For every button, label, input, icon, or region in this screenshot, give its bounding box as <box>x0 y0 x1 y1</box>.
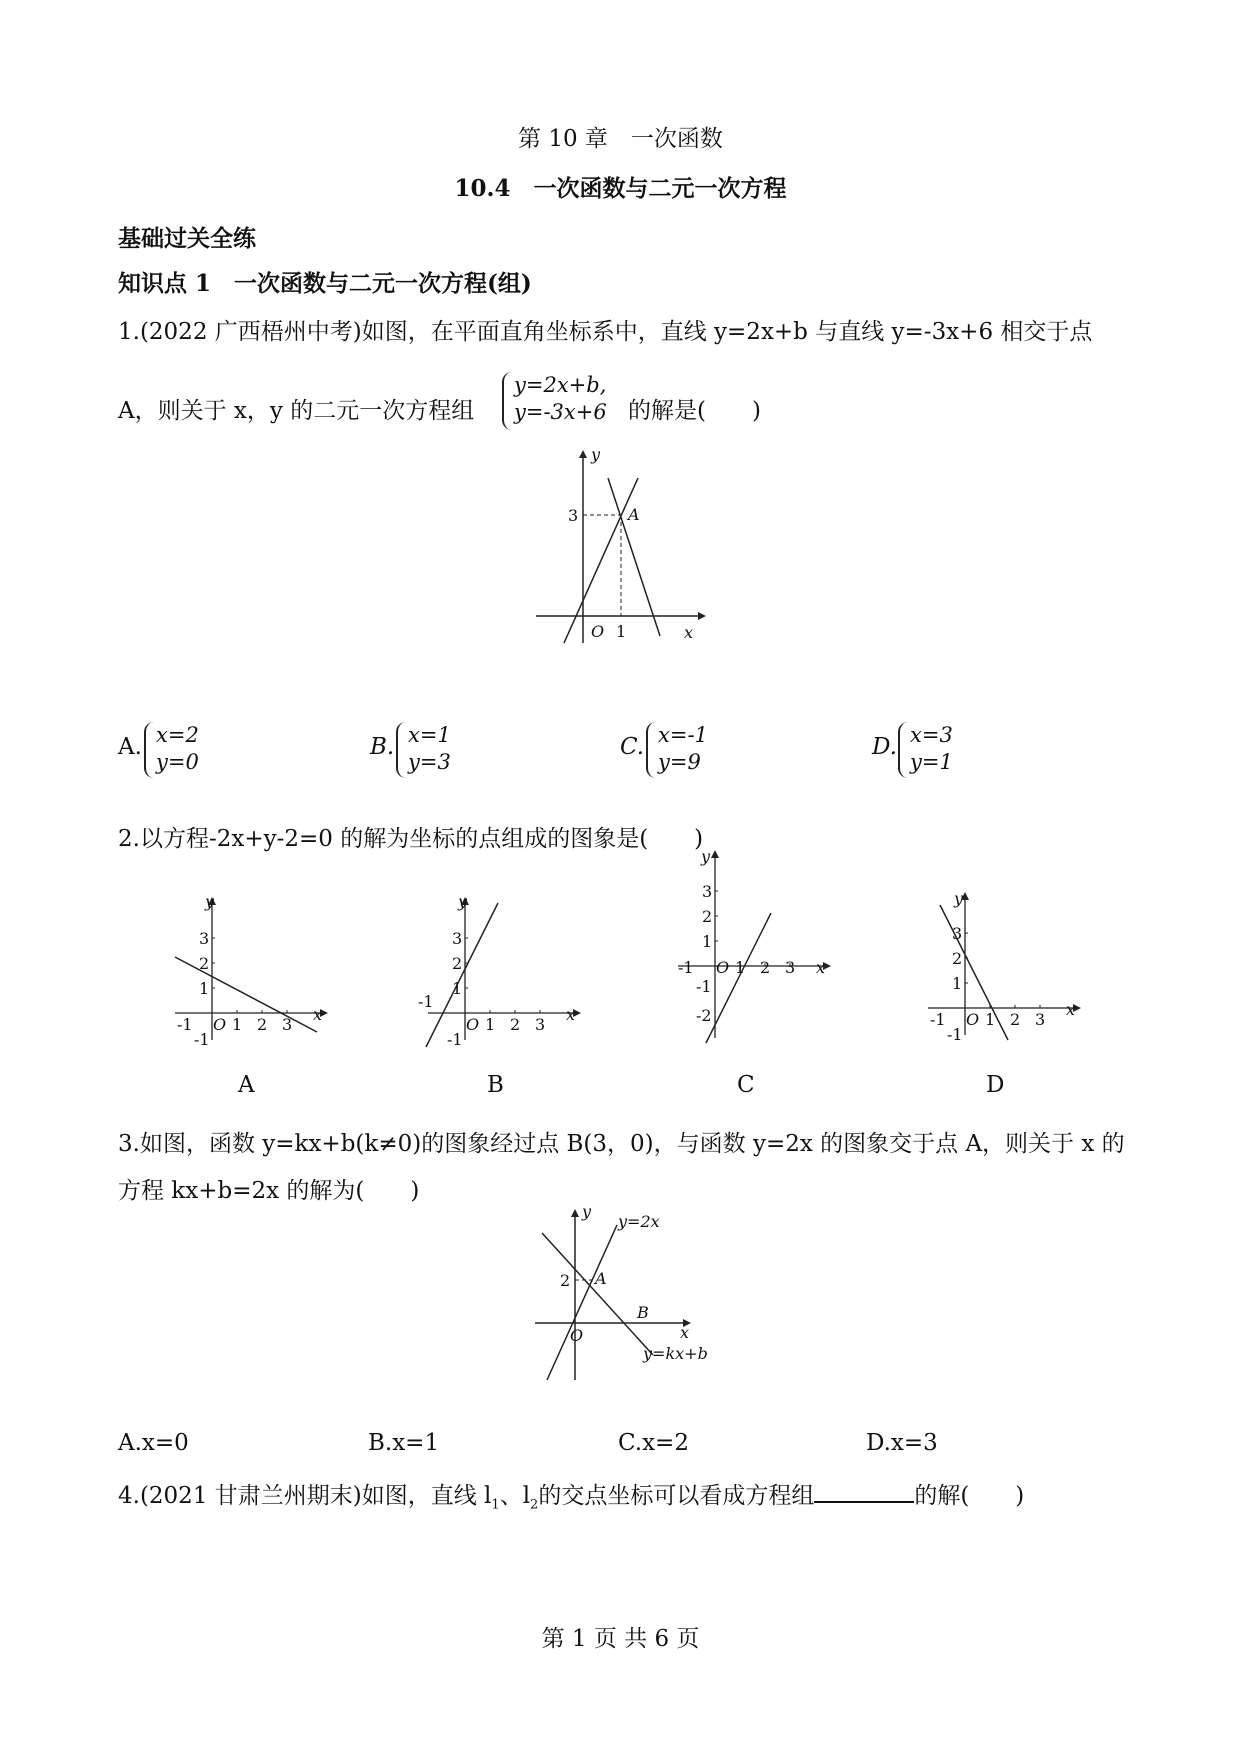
q1-label-origin: O <box>591 622 605 641</box>
q2b-label-xneg1: -1 <box>418 992 434 1011</box>
q2d-label-y: y <box>954 889 964 908</box>
q2a-label-y2: 2 <box>199 954 210 973</box>
q1-option-a-x: x=2 <box>156 723 199 747</box>
q2c-label-yneg2: -2 <box>696 1006 712 1025</box>
q4-text-c: 的交点坐标可以看成方程组 <box>538 1483 815 1509</box>
q3-label-y: y <box>582 1202 592 1221</box>
q2c-line <box>706 913 771 1043</box>
q2a-label-y3: 3 <box>199 929 210 948</box>
q3-figure <box>535 1202 755 1395</box>
q1-option-a-values <box>156 722 199 776</box>
q2d-label-y2: 2 <box>952 949 963 968</box>
q2-graph-c <box>668 848 838 1048</box>
q2-label-b[interactable]: B <box>487 1072 504 1098</box>
q2b-label-x3: 3 <box>535 1015 546 1034</box>
q1-label-three: 3 <box>568 506 579 525</box>
q2c-label-y2: 2 <box>702 907 713 926</box>
q2d-label-x2: 2 <box>1010 1010 1021 1029</box>
q2-label-a[interactable]: A <box>238 1072 255 1098</box>
q3-line-2x <box>547 1225 617 1380</box>
q2-graph-b <box>418 892 588 1055</box>
q1-system-eq1: y=2x+b, <box>514 373 607 397</box>
q1-y-arrow <box>579 450 587 458</box>
q2d-label-xneg1: -1 <box>930 1010 946 1029</box>
q2d-label-x3: 3 <box>1035 1010 1046 1029</box>
q1-system-brace <box>502 372 512 430</box>
q2a-label-yneg1: -1 <box>194 1030 210 1049</box>
q2b-label-x2: 2 <box>510 1015 521 1034</box>
q1-text-line1: 1.(2022 广西梧州中考)如图，在平面直角坐标系中，直线 y=2x+b 与直线 y=-3x+6 相交于点 <box>118 319 1093 345</box>
q2b-label-yneg1: -1 <box>447 1030 463 1049</box>
q4-text <box>118 1477 1024 1513</box>
section-title: 10.4 一次函数与二元一次方程 <box>454 175 787 202</box>
q1-option-b-x: x=1 <box>408 723 451 747</box>
q1-option-a-label: A. <box>118 734 142 760</box>
q2a-label-x: x <box>313 1005 323 1024</box>
q4-text-d: 的解( ) <box>914 1483 1025 1509</box>
q3-label-two: 2 <box>560 1271 571 1290</box>
q1-option-d-label: D. <box>872 734 897 760</box>
q1-option-a-y: y=0 <box>156 750 199 774</box>
q3-option-b[interactable]: B.x=1 <box>368 1430 440 1456</box>
q1-line-2x-plus-b <box>564 478 638 643</box>
q2b-label-x: x <box>566 1005 576 1024</box>
q3-label-line-kxb: y=kx+b <box>643 1344 708 1363</box>
q2-label-d[interactable]: D <box>986 1072 1005 1098</box>
q1-x-arrow <box>698 612 706 620</box>
q2d-label-x1: 1 <box>985 1010 996 1029</box>
q3-text-line2: 方程 kx+b=2x 的解为( ) <box>118 1178 420 1204</box>
q2c-label-x3: 3 <box>785 958 796 977</box>
q4-sub-1: 1 <box>491 1497 500 1513</box>
q1-system <box>514 372 607 426</box>
q2c-label-xneg1: -1 <box>678 958 694 977</box>
q1-label-x: x <box>684 623 694 642</box>
q2d-label-x: x <box>1066 1000 1076 1019</box>
q3-text-line1: 3.如图，函数 y=kx+b(k≠0)的图象经过点 B(3，0)，与函数 y=2x 的图象交于点 A，则关于 x 的 <box>118 1131 1125 1157</box>
q1-text-line2b: 的解是( ) <box>628 398 761 424</box>
q2a-label-x1: 1 <box>232 1015 243 1034</box>
q2-text: 2.以方程-2x+y-2=0 的解为坐标的点组成的图象是( ) <box>118 826 704 852</box>
q3-option-a[interactable]: A.x=0 <box>118 1430 189 1456</box>
part-title: 基础过关全练 <box>118 225 256 252</box>
q2d-label-y3: 3 <box>952 924 963 943</box>
q2b-label-y1: 1 <box>452 979 463 998</box>
q2c-label-x: x <box>816 958 826 977</box>
q4-answer-blank[interactable] <box>814 1479 914 1503</box>
q1-option-b-values <box>408 722 451 776</box>
q3-option-c[interactable]: C.x=2 <box>618 1430 689 1456</box>
q1-option-c-y: y=9 <box>658 750 701 774</box>
q2c-y-arrow <box>711 850 719 858</box>
q1-label-one: 1 <box>616 622 627 641</box>
q1-label-point-a: A <box>628 505 640 524</box>
q2d-label-yneg1: -1 <box>947 1025 963 1044</box>
q1-option-b-label: B. <box>370 734 395 760</box>
q2b-label-y: y <box>458 892 468 911</box>
q1-line-minus3x-plus-6 <box>608 478 660 636</box>
q1-option-d-values <box>910 722 953 776</box>
q2a-label-xneg1: -1 <box>177 1015 193 1034</box>
q2c-label-y: y <box>701 847 711 866</box>
q1-option-c-x: x=-1 <box>658 723 708 747</box>
q2-graph-d <box>918 890 1088 1050</box>
q3-label-x: x <box>680 1323 690 1342</box>
q2b-label-y2: 2 <box>452 954 463 973</box>
q1-option-a-brace <box>144 722 154 778</box>
q2d-label-y1: 1 <box>952 974 963 993</box>
q2c-label-x1: 1 <box>735 958 746 977</box>
q2c-label-y1: 1 <box>702 932 713 951</box>
q1-option-d-y: y=1 <box>910 750 953 774</box>
q2b-label-y3: 3 <box>452 929 463 948</box>
q3-label-point-a: A <box>595 1269 607 1288</box>
q2b-label-origin: O <box>466 1015 480 1034</box>
q1-option-b-brace <box>396 722 406 778</box>
chapter-title: 第 10 章 一次函数 <box>518 126 723 152</box>
q2-graph-a <box>165 892 335 1055</box>
q3-label-point-b: B <box>637 1303 649 1322</box>
q1-option-c-brace <box>646 722 656 778</box>
q4-sub-2: 2 <box>530 1497 539 1513</box>
q2a-label-y: y <box>205 892 215 911</box>
q2a-label-x2: 2 <box>257 1015 268 1034</box>
q1-system-eq2: y=-3x+6 <box>514 400 607 424</box>
q4-text-a: 4.(2021 甘肃兰州期末)如图，直线 l <box>118 1483 492 1509</box>
q2c-label-y3: 3 <box>702 882 713 901</box>
q1-text-line2a: A，则关于 x，y 的二元一次方程组 <box>118 398 475 424</box>
q4-text-b: 、l <box>499 1483 531 1509</box>
q2d-label-origin: O <box>966 1010 980 1029</box>
q2c-label-yneg1: -1 <box>696 977 712 996</box>
q2a-line <box>175 957 317 1032</box>
q2a-label-y1: 1 <box>199 979 210 998</box>
q2-label-c[interactable]: C <box>737 1072 755 1098</box>
q1-option-d-brace <box>898 722 908 778</box>
page-footer: 第 1 页 共 6 页 <box>541 1626 700 1652</box>
q1-label-y: y <box>591 445 601 464</box>
q1-figure <box>536 445 716 658</box>
q2a-label-x3: 3 <box>282 1015 293 1034</box>
knowledge-point: 知识点 1 一次函数与二元一次方程(组) <box>118 270 532 297</box>
q3-option-d[interactable]: D.x=3 <box>866 1430 938 1456</box>
q3-label-origin: O <box>570 1326 584 1345</box>
q1-option-c-label: C. <box>620 734 645 760</box>
q2b-label-x1: 1 <box>485 1015 496 1034</box>
q2a-label-origin: O <box>213 1015 227 1034</box>
q2c-label-x2: 2 <box>760 958 771 977</box>
q2c-label-origin: O <box>716 958 730 977</box>
q3-line-kx-plus-b <box>542 1233 653 1355</box>
q3-label-line-2x: y=2x <box>618 1212 660 1231</box>
q3-y-arrow <box>571 1209 579 1217</box>
q1-option-d-x: x=3 <box>910 723 953 747</box>
q1-option-c-values <box>658 722 708 776</box>
q1-option-b-y: y=3 <box>408 750 451 774</box>
